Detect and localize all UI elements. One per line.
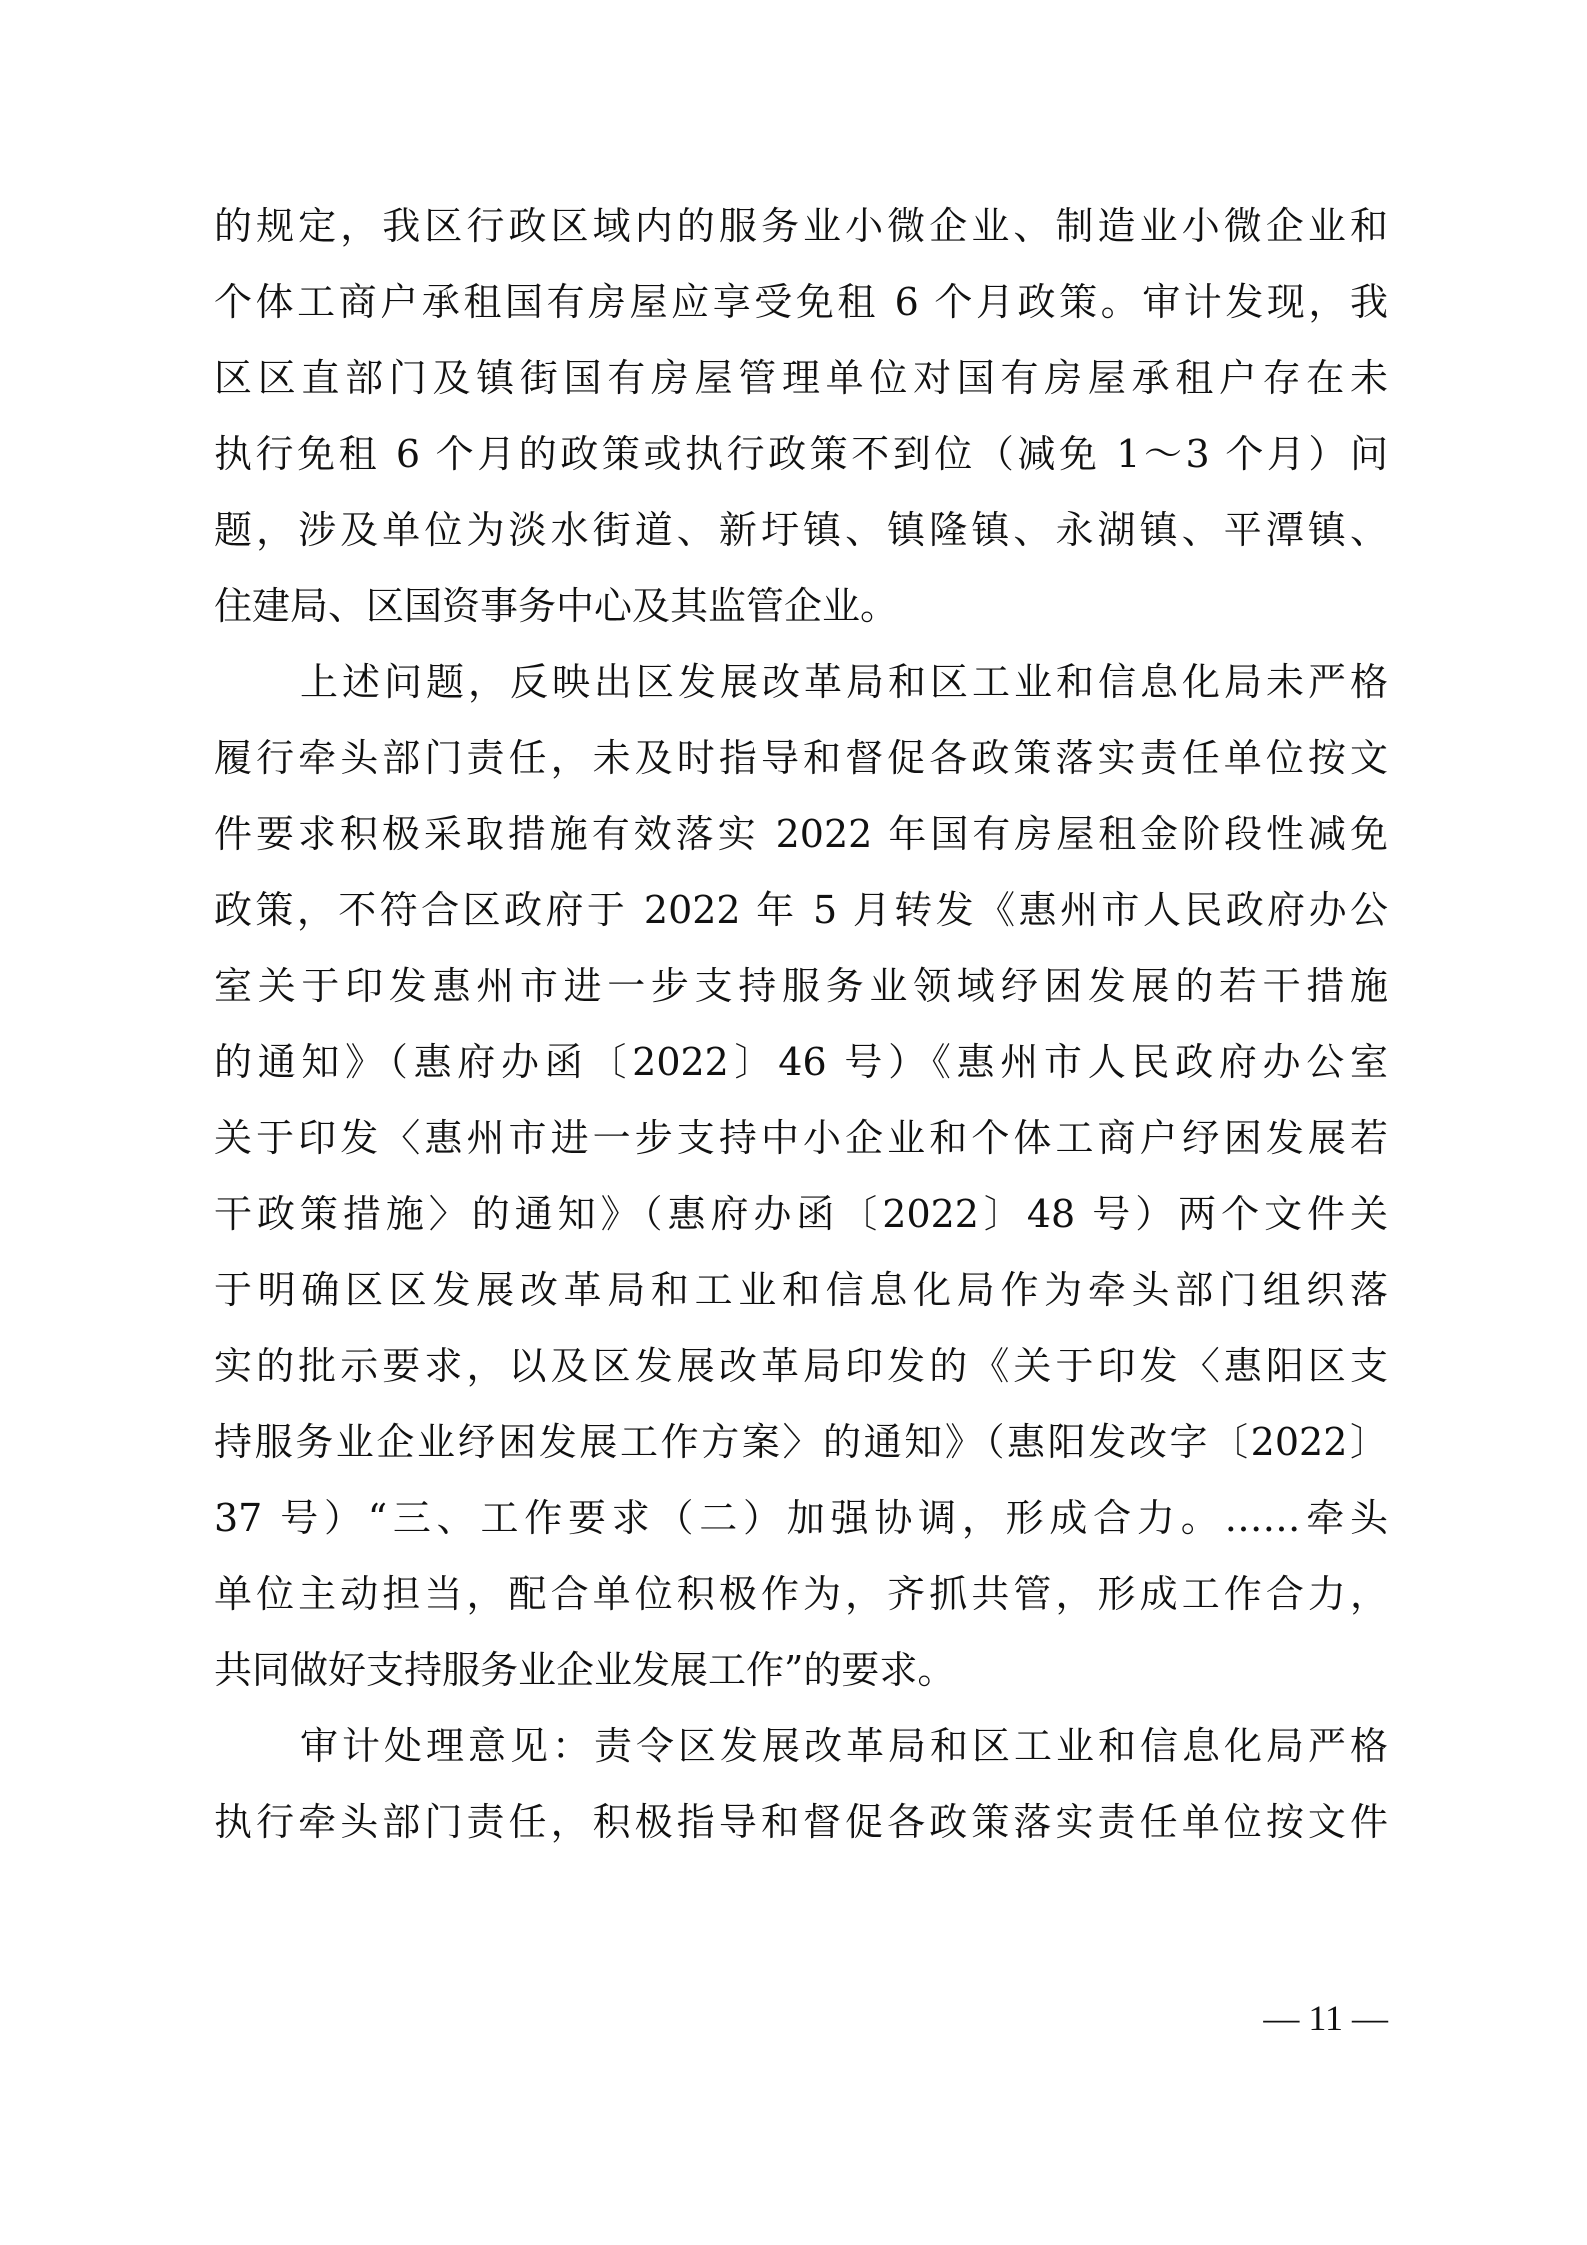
paragraph-2-line-3: 件要求积极采取措施有效落实 2022 年国有房屋租金阶段性减免: [214, 812, 1388, 856]
paragraph-1-line-1: 的规定，我区行政区域内的服务业小微企业、制造业小微企业和: [214, 204, 1388, 248]
page-number: — 11 —: [1263, 1998, 1388, 2038]
paragraph-2-line-13: 单位主动担当，配合单位积极作为，齐抓共管，形成工作合力，: [214, 1572, 1388, 1616]
paragraph-2-line-10: 实的批示要求，以及区发展改革局印发的《关于印发〈惠阳区支: [214, 1344, 1388, 1388]
paragraph-2-line-8: 干政策措施〉的通知》（惠府办函〔2022〕48 号）两个文件关: [214, 1192, 1388, 1236]
paragraph-2-line-1: 上述问题，反映出区发展改革局和区工业和信息化局未严格: [300, 660, 1388, 704]
paragraph-2-line-7: 关于印发〈惠州市进一步支持中小企业和个体工商户纾困发展若: [214, 1116, 1388, 1160]
paragraph-1-line-2: 个体工商户承租国有房屋应享受免租 6 个月政策。审计发现，我: [214, 280, 1388, 324]
paragraph-2-line-12: 37 号）“三、工作要求（二）加强协调，形成合力。……牵头: [214, 1496, 1388, 1540]
paragraph-1-line-4: 执行免租 6 个月的政策或执行政策不到位（减免 1～3 个月）问: [214, 432, 1388, 476]
paragraph-2-line-9: 于明确区区发展改革局和工业和信息化局作为牵头部门组织落: [214, 1268, 1388, 1312]
paragraph-1-line-5: 题，涉及单位为淡水街道、新圩镇、镇隆镇、永湖镇、平潭镇、: [214, 508, 1388, 552]
paragraph-1-line-6: 住建局、区国资事务中心及其监管企业。: [214, 584, 899, 628]
paragraph-2-line-6: 的通知》（惠府办函〔2022〕46 号）《惠州市人民政府办公室: [214, 1040, 1388, 1084]
paragraph-2-line-14: 共同做好支持服务业企业发展工作”的要求。: [214, 1648, 956, 1692]
paragraph-3-line-2: 执行牵头部门责任，积极指导和督促各政策落实责任单位按文件: [214, 1800, 1388, 1844]
paragraph-2-line-4: 政策，不符合区政府于 2022 年 5 月转发《惠州市人民政府办公: [214, 888, 1388, 932]
paragraph-3-line-1: 审计处理意见：责令区发展改革局和区工业和信息化局严格: [300, 1724, 1388, 1768]
paragraph-2-line-2: 履行牵头部门责任，未及时指导和督促各政策落实责任单位按文: [214, 736, 1388, 780]
paragraph-1-line-3: 区区直部门及镇街国有房屋管理单位对国有房屋承租户存在未: [214, 356, 1388, 400]
paragraph-2-line-11: 持服务业企业纾困发展工作方案〉的通知》（惠阳发改字〔2022〕: [214, 1420, 1388, 1464]
paragraph-2-line-5: 室关于印发惠州市进一步支持服务业领域纾困发展的若干措施: [214, 964, 1388, 1008]
